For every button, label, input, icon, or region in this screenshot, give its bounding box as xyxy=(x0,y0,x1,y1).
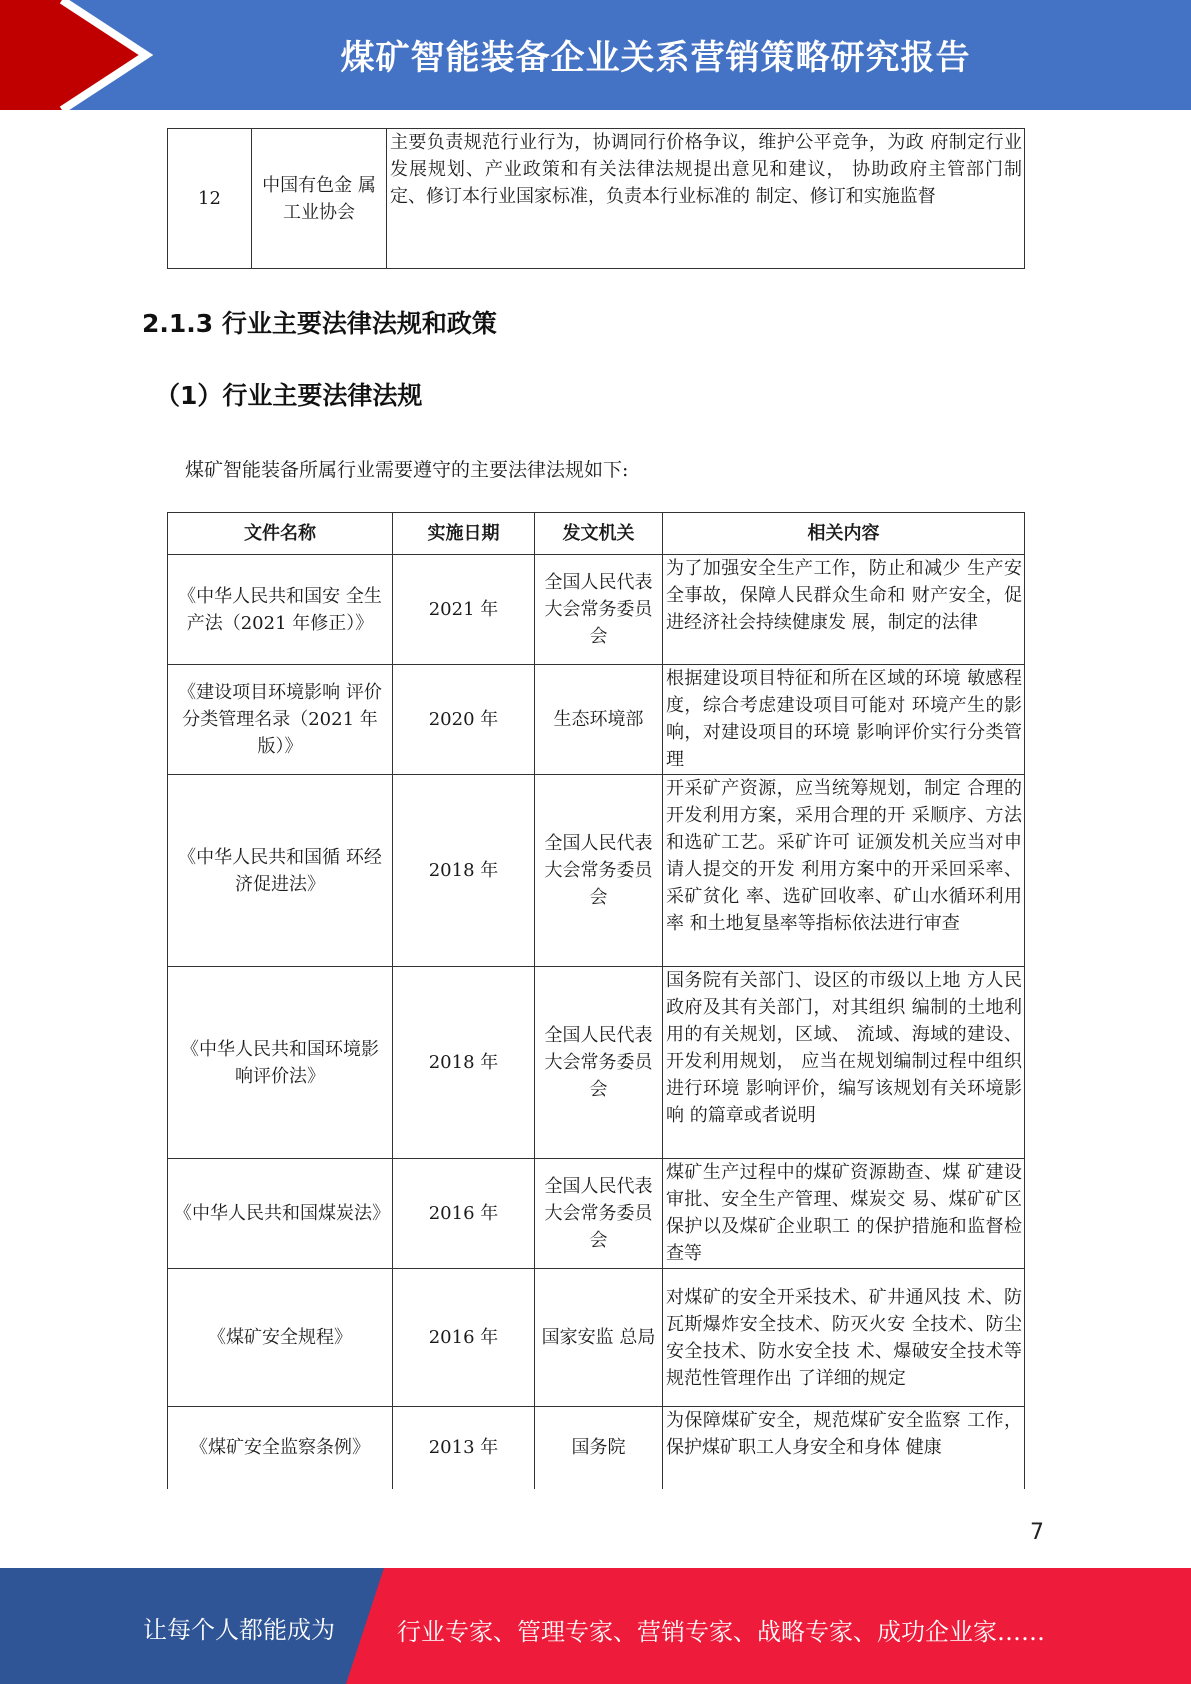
law-content: 为保障煤矿安全，规范煤矿安全监察 工作，保护煤矿职工人身安全和身体 健康 xyxy=(663,1407,1025,1489)
table-row xyxy=(168,967,1025,1159)
association-table xyxy=(167,128,1025,269)
table-row xyxy=(168,1159,1025,1269)
header-date: 实施日期 xyxy=(393,513,535,555)
law-date: 2018 年 xyxy=(393,967,535,1159)
law-issuer: 全国人民代表大会常务委员会 xyxy=(535,775,663,967)
header-issuer: 发文机关 xyxy=(535,513,663,555)
row-number: 12 xyxy=(168,129,252,269)
law-date: 2013 年 xyxy=(393,1407,535,1489)
law-issuer: 全国人民代表大会常务委员会 xyxy=(535,1159,663,1269)
law-name: 《中华人民共和国安 全生产法（2021 年修正）》 xyxy=(168,555,393,665)
law-issuer: 全国人民代表大会常务委员会 xyxy=(535,555,663,665)
section-heading: 2.1.3 行业主要法律法规和政策 xyxy=(142,309,497,338)
header-content: 相关内容 xyxy=(663,513,1025,555)
intro-paragraph: 煤矿智能装备所属行业需要遵守的主要法律法规如下: xyxy=(185,459,629,481)
association-duties: 主要负责规范行业行为，协调同行价格争议，维护公平竞争，为政 府制定行业发展规划、产业政策和有关法律法规提出意见和建议， 协助政府主管部门制定、修订本行业国家标准，负责本行业标准的 制定、修订和实施监督 xyxy=(387,129,1025,269)
law-content: 根据建设项目特征和所在区域的环境 敏感程度，综合考虑建设项目可能对 环境产生的影响，对建设项目的环境 影响评价实行分类管理 xyxy=(663,665,1025,775)
page-footer xyxy=(0,1568,1191,1684)
laws-table xyxy=(167,512,1025,1489)
law-content: 国务院有关部门、设区的市级以上地 方人民政府及其有关部门，对其组织 编制的土地利用的有关规划，区域、 流域、海域的建设、开发利用规划， 应当在规划编制过程中组织进行环境 影响评价，编写该规划有关环境影响 的篇章或者说明 xyxy=(663,967,1025,1159)
law-date: 2016 年 xyxy=(393,1269,535,1407)
law-name: 《建设项目环境影响 评价分类管理名录（2021 年版）》 xyxy=(168,665,393,775)
law-name: 《中华人民共和国循 环经济促进法》 xyxy=(168,775,393,967)
law-name: 《煤矿安全监察条例》 xyxy=(168,1407,393,1489)
law-issuer: 全国人民代表大会常务委员会 xyxy=(535,967,663,1159)
law-issuer: 国务院 xyxy=(535,1407,663,1489)
law-content: 对煤矿的安全开采技术、矿井通风技 术、防瓦斯爆炸安全技术、防灭火安 全技术、防尘安全技术、防水安全技 术、爆破安全技术等规范性管理作出 了详细的规定 xyxy=(663,1269,1025,1407)
page-number: 7 xyxy=(1030,1520,1044,1545)
law-name: 《中华人民共和国环境影响评价法》 xyxy=(168,967,393,1159)
table-row xyxy=(168,129,1025,269)
table-row xyxy=(168,555,1025,665)
law-name: 《中华人民共和国煤炭法》 xyxy=(168,1159,393,1269)
law-date: 2021 年 xyxy=(393,555,535,665)
footer-slogan-right: 行业专家、管理专家、营销专家、战略专家、成功企业家…… xyxy=(397,1618,1045,1646)
law-date: 2020 年 xyxy=(393,665,535,775)
report-title: 煤矿智能装备企业关系营销策略研究报告 xyxy=(340,38,971,78)
association-name: 中国有色金 属工业协会 xyxy=(252,129,387,269)
header-doc-name: 文件名称 xyxy=(168,513,393,555)
sub-heading: （1）行业主要法律法规 xyxy=(155,381,423,410)
table-row xyxy=(168,665,1025,775)
law-date: 2016 年 xyxy=(393,1159,535,1269)
footer-slogan-left: 让每个人都能成为 xyxy=(143,1616,335,1644)
law-date: 2018 年 xyxy=(393,775,535,967)
law-content: 煤矿生产过程中的煤矿资源勘查、煤 矿建设审批、安全生产管理、煤炭交 易、煤矿矿区保护以及煤矿企业职工 的保护措施和监督检查等 xyxy=(663,1159,1025,1269)
table-header-row xyxy=(168,513,1025,555)
law-content: 为了加强安全生产工作，防止和减少 生产安全事故，保障人民群众生命和 财产安全，促进经济社会持续健康发 展，制定的法律 xyxy=(663,555,1025,665)
table-row xyxy=(168,775,1025,967)
table-row xyxy=(168,1407,1025,1489)
law-issuer: 国家安监 总局 xyxy=(535,1269,663,1407)
law-issuer: 生态环境部 xyxy=(535,665,663,775)
law-content: 开采矿产资源，应当统筹规划，制定 合理的开发利用方案，采用合理的开 采顺序、方法和选矿工艺。采矿许可 证颁发机关应当对申请人提交的开发 利用方案中的开采回采率、采矿贫化 率、选矿回收率、矿山水循环利用率 和土地复垦率等指标依法进行审查 xyxy=(663,775,1025,967)
page-header xyxy=(0,0,1191,110)
table-row xyxy=(168,1269,1025,1407)
law-name: 《煤矿安全规程》 xyxy=(168,1269,393,1407)
